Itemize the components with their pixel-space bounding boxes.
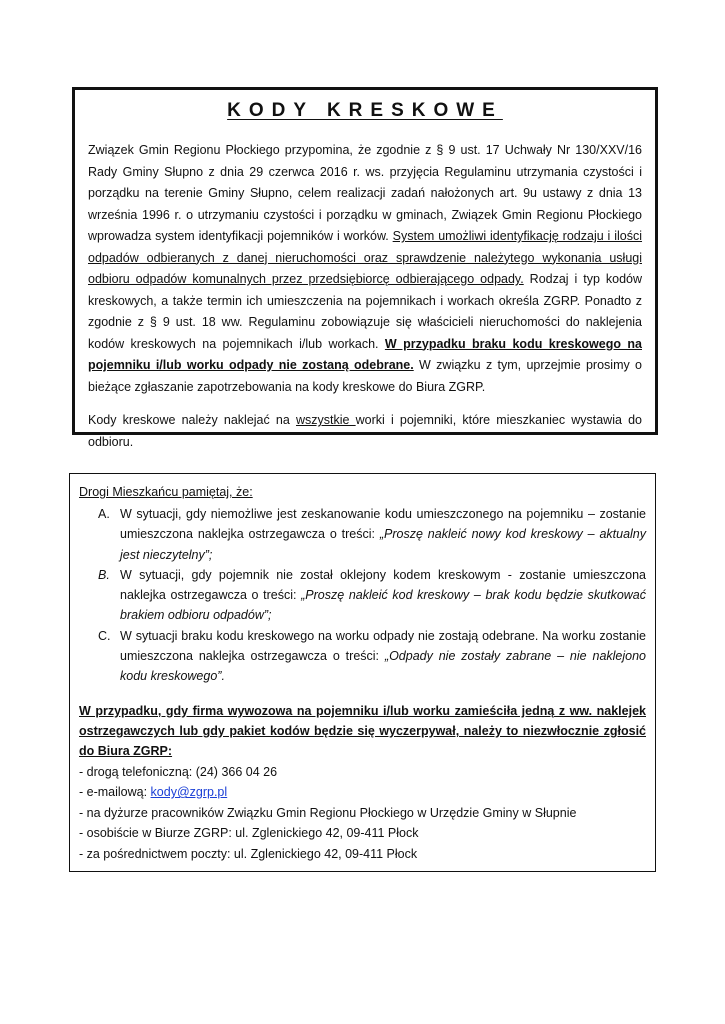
info-text-types: Rodzaj i typ kodów kreskowych, a także termin ich umieszczenia na pojemnikach i workach określa ZGRP. Ponadto z zgodnie z § 9 ust. 18 ww. Regulaminu zobowiązuje się właścicieli nieruchomości do naklejenia kodów kreskowych na pojemnikach i/lub workach.: [88, 272, 642, 351]
list-marker: A.: [98, 507, 110, 521]
list-marker: B.: [98, 567, 110, 582]
reminder-intro: Drogi Mieszkańcu pamiętaj, że:: [79, 485, 253, 499]
info-text-system: System umożliwi identyfikację rodzaju i ilości odpadów odbieranych z danej nieruchomości oraz sprawdzenie należytego wykonania usługi odbioru odpadów komunalnych przez przedsiębiorcę odbierającego odpady.: [88, 229, 643, 286]
list-item: [79, 504, 646, 565]
contact-email-line: [79, 782, 646, 803]
list-item-quote: „Odpady nie zostały zabrane – nie naklejono kodu kreskowego”.: [120, 649, 647, 684]
sticking-paragraph: [88, 410, 642, 453]
contact-office: - osobiście w Biurze ZGRP: ul. Zglenickiego 42, 09-411 Płock: [79, 826, 419, 841]
contact-email-label: - e-mailową:: [79, 785, 151, 800]
list-item-quote: „Proszę nakleić nowy kod kreskowy – aktualny jest nieczytelny”;: [120, 527, 646, 562]
barcode-info-box: [72, 87, 658, 449]
list-item: [79, 626, 646, 687]
contact-duty: - na dyżurze pracowników Związku Gmin Regionu Płockiego w Urzędzie Gminy w Słupnie: [79, 805, 577, 820]
contact-post: - za pośrednictwem poczty: ul. Zglenickiego 42, 09-411 Płock: [79, 846, 418, 861]
list-item-text: W sytuacji braku kodu kreskowego na worku odpady nie zostają odebrane. Na worku zostanie umieszczona naklejka ostrzegawcza o treści:: [120, 628, 646, 664]
info-text-no-pickup: W przypadku braku kodu kreskowego na pojemniku i/lub worku odpady nie zostaną odebrane.: [88, 336, 642, 372]
contact-phone: - drogą telefoniczną: (24) 366 04 26: [79, 764, 278, 779]
warning-sticker-list: [79, 504, 646, 687]
info-paragraph: [88, 140, 642, 398]
list-item-text: W sytuacji, gdy pojemnik nie został oklejony kodem kreskowym - zostanie umieszczona naklejka ostrzegawcza o treści:: [120, 567, 646, 603]
email-link[interactable]: kody@zgrp.pl: [150, 785, 228, 800]
page-title: KODY KRESKOWE: [227, 100, 503, 121]
sticking-text-c: worki i pojemniki, które mieszkaniec wystawia do odbioru.: [88, 413, 642, 449]
info-text-request: W związku z tym, uprzejmie prosimy o bieżące zgłaszanie zapotrzebowania na kody kreskowe do Biura ZGRP.: [88, 358, 643, 394]
sticking-text-all: wszystkie: [296, 413, 356, 427]
resident-reminder-box: [69, 473, 656, 872]
info-text-intro: Związek Gmin Regionu Płockiego przypomina, że zgodnie z § 9 ust. 17 Uchwały Nr 130/XXV/16 Rady Gminy Słupno z dnia 29 czerwca 2016 r. ws. przyjęcia Regulaminu utrzymania czystości i porządku na terenie Gminy Słupno, celem realizacji zadań nałożonych art. 9u ustawy z dnia 13 września 1996 r. o utrzymaniu czystości i porządku w gminach, Związek Gmin Regionu Płockiego wprowadza system identyfikacji pojemników i worków.: [88, 143, 642, 243]
list-item-text: W sytuacji, gdy niemożliwe jest zeskanowanie kodu umieszczonego na pojemniku – zostanie umieszczona naklejka ostrzegawcza o treści:: [120, 507, 646, 542]
sticking-text-a: Kody kreskowe należy naklejać na: [88, 413, 296, 427]
list-item-quote: „Proszę nakleić kod kreskowy – brak kodu będzie skutkować brakiem odbioru odpadów”;: [120, 588, 646, 623]
list-marker: C.: [98, 628, 111, 643]
list-item: [79, 565, 646, 626]
report-warning: W przypadku, gdy firma wywozowa na pojemniku i/lub worku zamieściła jedną z ww. naklejek ostrzegawczych lub gdy pakiet kodów będzie się wyczerpywał, należy to niezwłocznie zgłosić do Biura ZGRP:: [79, 703, 646, 759]
